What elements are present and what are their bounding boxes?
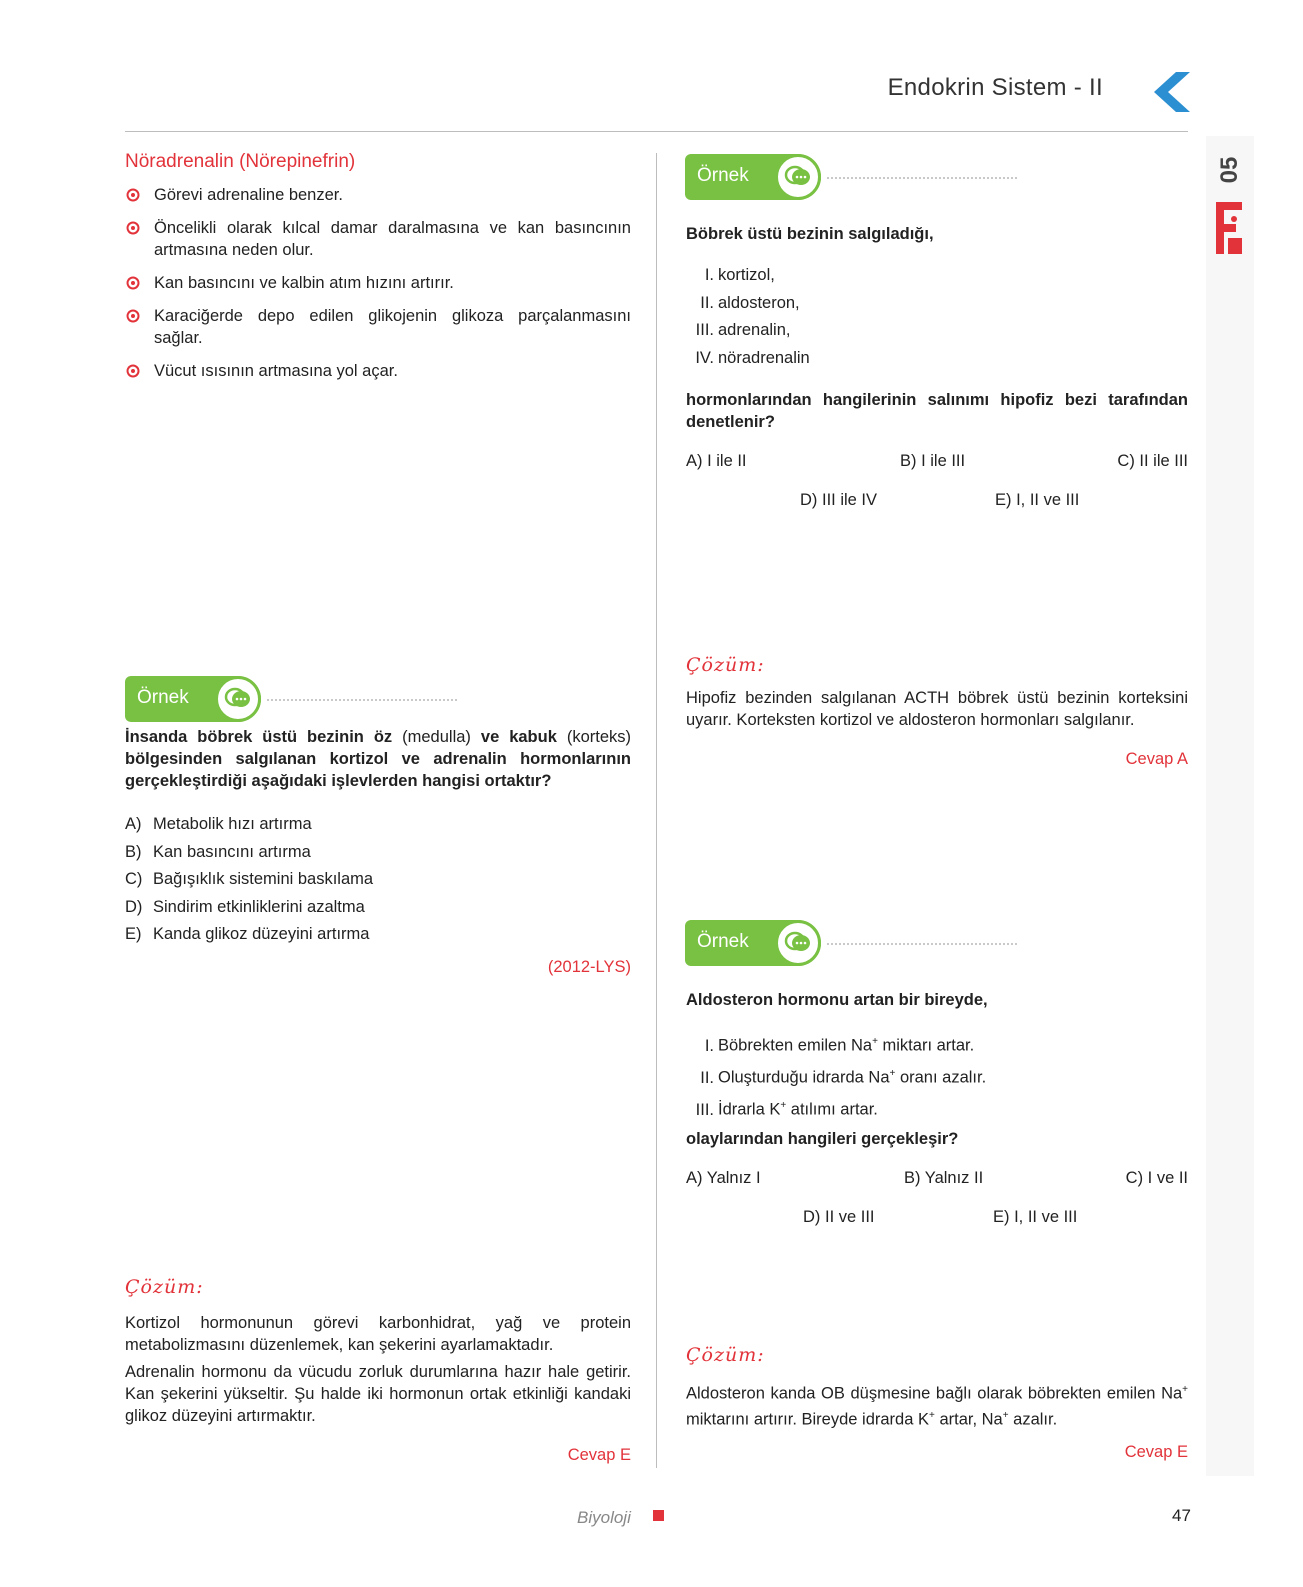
roman-numeral: III. [695, 1100, 714, 1119]
item-text: kortizol, [718, 266, 775, 284]
side-strip [1206, 136, 1254, 1476]
stem-part: (medulla) [402, 728, 471, 746]
roman-numeral: I. [704, 266, 714, 284]
chevron-left-icon [1148, 70, 1192, 114]
item-text: Oluşturduğu idrarda Na [718, 1068, 890, 1087]
superscript: + [889, 1068, 896, 1079]
page-number: 47 [1172, 1506, 1191, 1525]
solution-title: Çözüm: [686, 1344, 765, 1366]
option [125, 866, 373, 894]
stem-part: ve kabuk [480, 728, 557, 746]
superscript: + [1002, 1409, 1009, 1421]
option: A) I ile II [686, 452, 747, 470]
option-letter: A) [125, 815, 142, 833]
target-bullet-icon [126, 188, 140, 202]
answer-label: Cevap E [1124, 1443, 1188, 1461]
option-letter: D) [125, 897, 143, 916]
list-item-text: Görevi adrenaline benzer. [154, 186, 343, 204]
solution-part: azalır. [1013, 1410, 1058, 1428]
roman-numeral: IV. [695, 348, 714, 367]
option: D) II ve III [803, 1208, 875, 1226]
solution-text: Kortizol hormonunun görevi karbonhidrat, yağ ve protein metabolizmasını düzenlemek, kan şekerini ayarlamaktadır. [125, 1314, 631, 1354]
item-text: nöradrenalin [718, 348, 810, 367]
option: C) II ile III [1117, 452, 1188, 470]
side-logo [1214, 200, 1244, 256]
item-text: aldosteron, [718, 293, 800, 312]
column-divider [656, 153, 657, 1468]
chat-bubble-icon [783, 162, 813, 192]
side-chapter-number: 05 [1216, 156, 1243, 184]
item-text: Böbrekten emilen Na [718, 1036, 873, 1055]
option [125, 894, 373, 922]
list-item [688, 1092, 986, 1124]
option-text: Kanda glikoz düzeyini artırma [153, 925, 370, 943]
target-bullet-icon [126, 276, 140, 290]
list-item-text: Kan basıncını ve kalbin atım hızını artırır. [154, 274, 454, 292]
superscript: + [872, 1036, 878, 1047]
question-stem [125, 726, 631, 792]
ornek-badge [685, 154, 821, 200]
list-item [688, 1060, 986, 1092]
option-letter: E) [125, 925, 142, 943]
ornek-label: Örnek [137, 687, 189, 708]
superscript: + [780, 1100, 787, 1111]
list-item [688, 1028, 986, 1060]
solution-title: Çözüm: [125, 1276, 204, 1298]
solution-text [686, 1379, 1188, 1430]
target-bullet-icon [126, 309, 140, 323]
question-stem: Aldosteron hormonu artan bir bireyde, [686, 991, 988, 1009]
section-title: Nöradrenalin (Nörepinefrin) [125, 151, 356, 172]
item-text: adrenalin, [718, 321, 791, 339]
ornek-label: Örnek [697, 165, 749, 186]
option [125, 811, 373, 839]
chapter-title: Endokrin Sistem - II [887, 74, 1103, 101]
bullet-list [125, 184, 631, 393]
option-letter: B) [125, 842, 142, 861]
option: C) I ve II [1125, 1169, 1188, 1187]
target-bullet-icon [126, 364, 140, 378]
option-text: Metabolik hızı artırma [153, 815, 312, 833]
list-item [125, 217, 631, 261]
roman-list [688, 262, 810, 372]
solution-part: miktarını artırır. Bireyde idrarda K [686, 1410, 929, 1428]
item-text: miktarı artar. [877, 1036, 975, 1055]
target-bullet-icon [126, 221, 140, 235]
option: A) Yalnız I [686, 1169, 761, 1187]
list-item [125, 360, 631, 382]
roman-numeral: III. [695, 321, 714, 339]
stem-part: (korteks) [566, 728, 632, 746]
answer-label: Cevap E [567, 1446, 631, 1464]
list-item [688, 262, 810, 290]
list-item [125, 184, 631, 206]
question-text: hormonlarından hangilerinin salınımı hipofiz bezi tarafından denetlenir? [686, 391, 1188, 431]
option-text: Sindirim etkinliklerini azaltma [153, 897, 365, 916]
solution-text: Hipofiz bezinden salgılanan ACTH böbrek üstü bezinin korteksini uyarır. Korteksten kortizol ve aldosteron hormonları salgılanır. [686, 689, 1188, 729]
roman-numeral: II. [700, 293, 714, 312]
answer-label: Cevap A [1125, 750, 1188, 768]
ornek-badge [685, 920, 821, 966]
source-tag: (2012-LYS) [547, 958, 631, 976]
solution-part: Na [1161, 1384, 1183, 1403]
option-text: Kan basıncını artırma [153, 842, 311, 861]
option: D) III ile IV [800, 491, 878, 509]
list-item-text: Öncelikli olarak kılcal damar daralmasına ve kan basıncının artmasına neden olur. [154, 219, 631, 259]
option-text: Bağışıklık sistemini baskılama [153, 870, 374, 888]
ornek-badge [125, 676, 261, 722]
roman-numeral: I. [704, 1036, 714, 1055]
solution-part: Aldosteron kanda OB düşmesine bağlı olarak böbrekten emilen [686, 1384, 1156, 1403]
chat-bubble-icon [223, 684, 253, 714]
superscript: + [929, 1409, 935, 1421]
roman-list [688, 1028, 986, 1124]
list-item [688, 345, 810, 373]
option [125, 839, 373, 867]
option [125, 921, 373, 949]
item-text: İdrarla K [718, 1100, 781, 1119]
stem-part: bölgesinden salgılanan kortizol ve adrenalin hormonlarının gerçekleştirdiği aşağıdaki işlevlerden hangisi ortaktır? [125, 750, 631, 790]
list-item [125, 272, 631, 294]
option: B) I ile III [900, 452, 966, 470]
chat-bubble-icon [783, 928, 813, 958]
superscript: + [1182, 1384, 1188, 1395]
item-text: atılımı artar. [786, 1100, 878, 1119]
header-divider [125, 131, 1188, 132]
solution-text: Adrenalin hormonu da vücudu zorluk durumlarına hazır hale getirir. Kan şekerini yükseltir. Şu halde iki hormonun ortak etkinliği kandaki glikoz düzeyini artırmaktır. [125, 1363, 631, 1425]
option: E) I, II ve III [993, 1208, 1078, 1226]
solution-part: artar, Na [939, 1410, 1003, 1428]
roman-numeral: II. [700, 1068, 714, 1087]
stem-part: İnsanda böbrek üstü bezinin öz [125, 728, 393, 746]
option-letter: C) [125, 870, 143, 888]
option: E) I, II ve III [995, 491, 1080, 509]
solution-title: Çözüm: [686, 654, 765, 676]
list-item-text: Karaciğerde depo edilen glikojenin glikoza parçalanmasını sağlar. [154, 307, 631, 347]
list-item [125, 305, 631, 349]
list-item [688, 290, 810, 318]
ornek-label: Örnek [697, 931, 749, 952]
list-item-text: Vücut ısısının artmasına yol açar. [154, 362, 398, 380]
option: B) Yalnız II [904, 1169, 984, 1187]
item-text: oranı azalır. [895, 1068, 987, 1087]
footer-subject: Biyoloji [577, 1508, 631, 1527]
footer-square-icon [653, 1510, 664, 1521]
list-item [688, 317, 810, 345]
question-text: olaylarından hangileri gerçekleşir? [686, 1130, 959, 1148]
options-list [125, 811, 373, 949]
question-stem: Böbrek üstü bezinin salgıladığı, [686, 225, 934, 243]
